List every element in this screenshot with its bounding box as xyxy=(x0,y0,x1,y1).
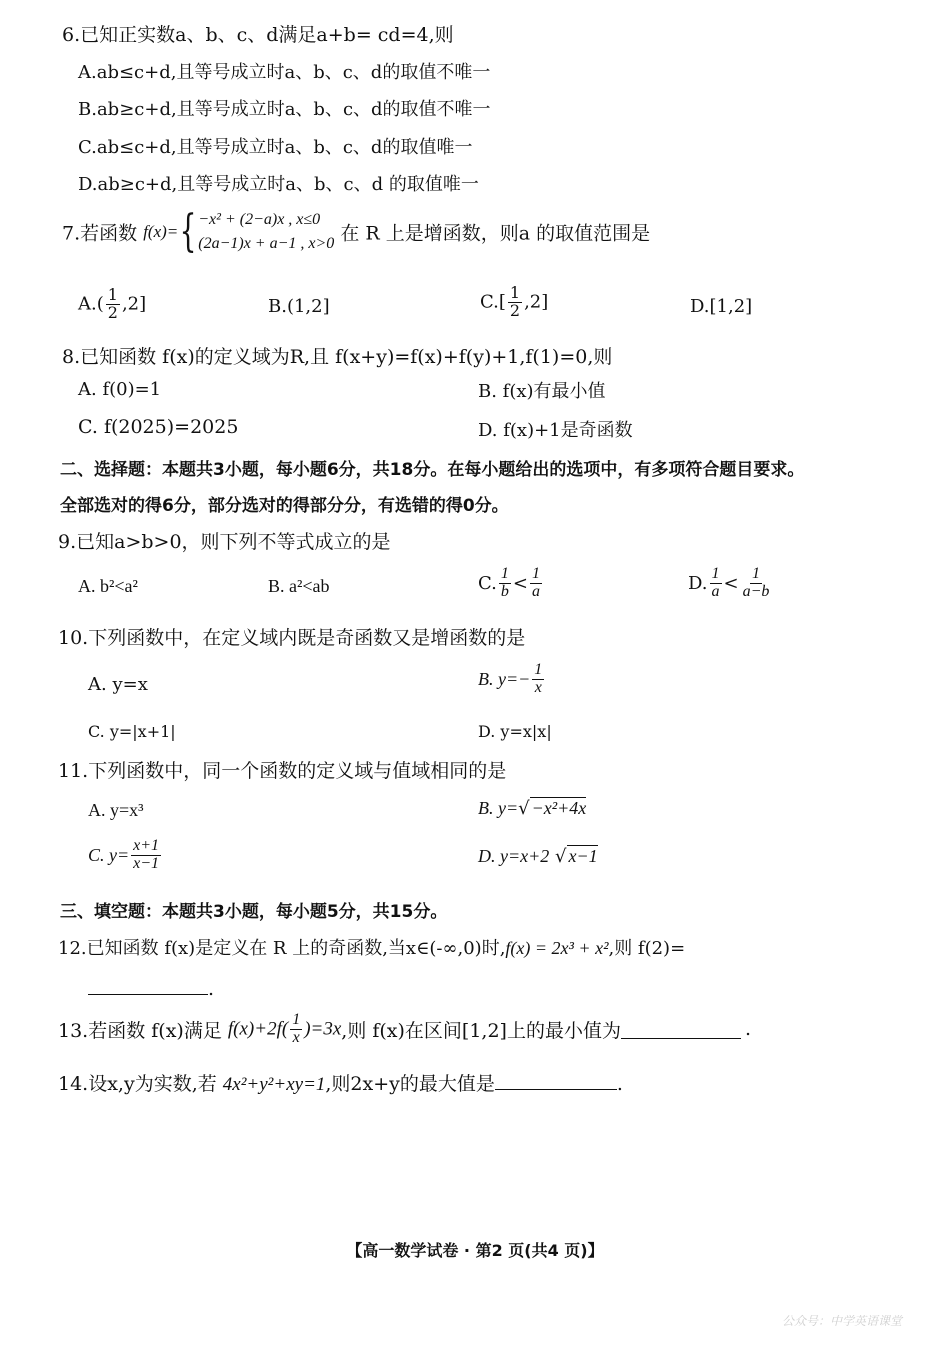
watermark: 公众号：中学英语课堂 xyxy=(781,1314,902,1328)
q7-option-b: B.(1,2] xyxy=(268,296,330,317)
q13-pre: 13.若函数 f(x)满足 xyxy=(58,1019,222,1042)
q9-opt-c-op: < xyxy=(512,572,528,594)
q9-option-c xyxy=(478,566,544,601)
q12-end: . xyxy=(208,978,215,1000)
q12-line xyxy=(58,934,685,960)
q11-opt-d-radicand: x−1 xyxy=(568,846,598,866)
q12-tail: ,则 f(2)= xyxy=(608,938,686,959)
q14-answer-blank[interactable] xyxy=(495,1073,617,1090)
q14-end: . xyxy=(616,1073,623,1095)
q12-formula: f(x) = 2x³ + x² xyxy=(505,938,609,958)
q9-opt-d-left xyxy=(710,566,722,601)
section-3-heading: 三、填空题：本题共3小题，每小题5分，共15分。 xyxy=(60,902,448,922)
q9-option-b: B. a²<ab xyxy=(268,576,330,596)
q11-opt-b-radicand: −x²+4x xyxy=(531,798,587,818)
q7-piece-2: (2a−1)x + a−1 , x>0 xyxy=(198,235,335,252)
q9-opt-d-label: D. xyxy=(688,572,708,594)
q14-formula: 4x²+y²+xy=1 xyxy=(222,1074,326,1095)
q7-opt-a-frac xyxy=(106,287,120,322)
section-2-note: 全部选对的得6分，部分选对的得部分分，有选错的得0分。 xyxy=(60,496,509,516)
q11-option-d xyxy=(478,846,598,867)
q9-option-a: A. b²<a² xyxy=(78,576,138,596)
q13-end: . xyxy=(744,1018,752,1041)
q11-opt-d-sqrt-sign: √ xyxy=(555,846,567,867)
q14-line xyxy=(58,1069,623,1096)
q7-brace: { xyxy=(179,206,197,257)
q7-opt-c-den: 2 xyxy=(509,300,521,320)
q11-option-b xyxy=(478,798,586,819)
q10-opt-b-frac xyxy=(532,662,544,697)
q10-opt-b-label: B. y=− xyxy=(478,668,531,689)
q10-option-d: D. y=x|x| xyxy=(478,722,552,741)
q6-stem: 6.已知正实数a、b、c、d满足a+b= cd=4,则 xyxy=(62,24,454,46)
q9-stem: 9.已知a>b>0，则下列不等式成立的是 xyxy=(58,531,391,553)
q7-opt-a-num: 1 xyxy=(107,285,118,304)
q7-suffix: 在 R 上是增函数，则a 的取值范围是 xyxy=(340,222,651,245)
q9-opt-c-left xyxy=(499,566,511,601)
q7-stem xyxy=(62,208,650,256)
q13-num: 1 xyxy=(292,1011,301,1028)
q10-stem: 10.下列函数中，在定义域内既是奇函数又是增函数的是 xyxy=(58,627,526,649)
q6-option-c: C.ab≤c+d,且等号成立时a、b、c、d的取值唯一 xyxy=(78,137,473,158)
q11-opt-c-den: x−1 xyxy=(133,854,160,872)
q7-fx: f(x)= xyxy=(143,222,179,241)
q8-stem: 8.已知函数 f(x)的定义域为R,且 f(x+y)=f(x)+f(y)+1,f(1)=0,则 xyxy=(62,346,613,368)
q9-opt-d-op: < xyxy=(723,572,739,594)
q7-piece-1: −x² + (2−a)x , x≤0 xyxy=(198,211,321,228)
q13-frac xyxy=(290,1012,302,1047)
q13-post: ,则 f(x)在区间[1,2]上的最小值为 xyxy=(341,1019,621,1042)
q7-opt-a-pre: A.( xyxy=(78,293,104,315)
q8-option-c: C. f(2025)=2025 xyxy=(78,416,239,438)
q13-den: x xyxy=(292,1028,300,1046)
q8-option-b: B. f(x)有最小值 xyxy=(478,381,606,402)
q9-opt-c-rnum: 1 xyxy=(531,565,540,582)
q7-prefix: 7.若函数 xyxy=(62,222,138,245)
q11-opt-d-label: D. y=x+2 xyxy=(478,846,550,866)
q11-opt-c-frac xyxy=(131,838,161,873)
q9-opt-d-rden: a−b xyxy=(742,582,770,600)
q7-pieces xyxy=(198,208,334,256)
q10-opt-b-den: x xyxy=(534,678,542,696)
q11-opt-c-num: x+1 xyxy=(133,837,160,854)
q9-option-d xyxy=(688,566,773,601)
q6-option-a: A.ab≤c+d,且等号成立时a、b、c、d的取值不唯一 xyxy=(78,62,491,83)
q7-opt-a-den: 2 xyxy=(107,302,118,322)
q11-option-a: A. y=x³ xyxy=(88,800,144,820)
q12-answer-blank[interactable] xyxy=(88,976,208,995)
q7-option-c xyxy=(480,285,548,320)
q7-option-d: D.[1,2] xyxy=(690,296,753,317)
q11-opt-b-label: B. y= xyxy=(478,798,519,818)
q9-opt-c-label: C. xyxy=(478,572,497,594)
q9-opt-d-right xyxy=(741,566,772,601)
q8-option-d: D. f(x)+1是奇函数 xyxy=(478,420,633,441)
q12-answer-line xyxy=(88,976,214,1000)
q9-opt-c-right xyxy=(530,566,542,601)
q10-option-a: A. y=x xyxy=(88,674,148,695)
q7-opt-c-pre: C.[ xyxy=(480,291,506,313)
q7-opt-c-num: 1 xyxy=(509,283,521,302)
q9-opt-c-lnum: 1 xyxy=(500,565,509,582)
q11-option-c xyxy=(88,838,163,873)
q10-option-b xyxy=(478,662,546,697)
q7-option-a xyxy=(78,287,146,322)
q13-formula-b: )=3x xyxy=(304,1018,342,1040)
q9-opt-d-lden: a xyxy=(711,582,720,600)
q8-option-a: A. f(0)=1 xyxy=(78,379,162,400)
q13-answer-blank[interactable] xyxy=(621,1020,741,1039)
q7-opt-c-post: ,2] xyxy=(524,291,549,313)
q6-option-b: B.ab≥c+d,且等号成立时a、b、c、d的取值不唯一 xyxy=(78,99,491,120)
q7-opt-a-post: ,2] xyxy=(121,293,147,315)
q10-opt-b-num: 1 xyxy=(534,661,543,678)
q9-opt-d-rnum: 1 xyxy=(752,565,760,582)
q10-option-c: C. y=|x+1| xyxy=(88,722,176,741)
q9-opt-c-rden: a xyxy=(531,582,540,600)
q13-line xyxy=(58,1012,751,1047)
section-2-heading: 二、选择题：本题共3小题，每小题6分，共18分。在每小题给出的选项中，有多项符合题目要求。 xyxy=(60,460,805,480)
q13-formula-a: f(x)+2f( xyxy=(227,1018,289,1040)
q14-post: ,则2x+y的最大值是 xyxy=(325,1073,495,1095)
q7-opt-c-frac xyxy=(508,285,522,320)
q6-option-d: D.ab≥c+d,且等号成立时a、b、c、d 的取值唯一 xyxy=(78,174,479,195)
q12-stem: 12.已知函数 f(x)是定义在 R 上的奇函数,当x∈(-∞,0)时, xyxy=(58,938,506,959)
q14-pre: 14.设x,y为实数,若 xyxy=(58,1073,217,1095)
q11-opt-c-label: C. y= xyxy=(88,844,130,865)
q11-opt-b-sqrt-sign: √ xyxy=(518,798,530,819)
q9-opt-d-lnum: 1 xyxy=(711,565,720,582)
page-footer: 【高一数学试卷 · 第2 页(共4 页)】 xyxy=(346,1241,604,1260)
q9-opt-c-lden: b xyxy=(500,582,509,600)
q11-stem: 11.下列函数中，同一个函数的定义域与值域相同的是 xyxy=(58,760,507,782)
